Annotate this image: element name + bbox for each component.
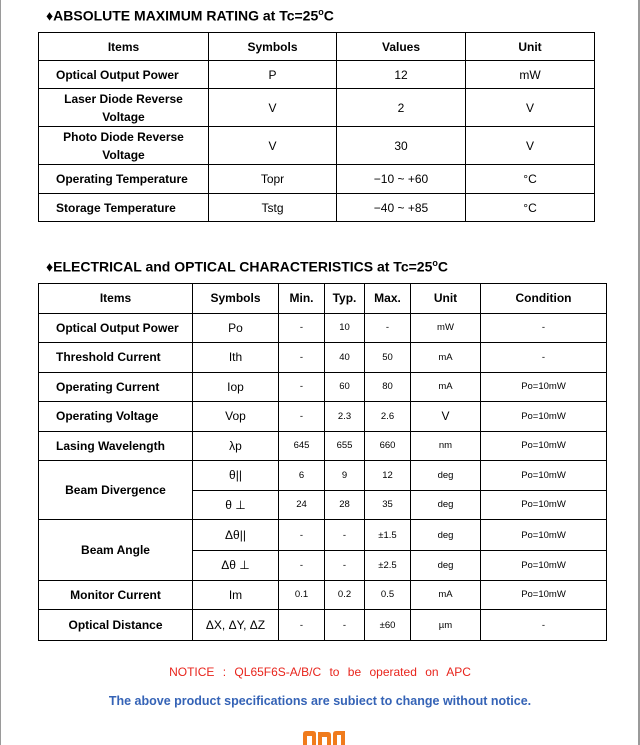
header-symbols: Symbols — [209, 33, 337, 61]
value-cell: −40 ~ +85 — [337, 194, 466, 222]
item-line: Voltage — [102, 147, 145, 162]
table-row — [39, 520, 607, 551]
min-cell: 645 — [279, 431, 325, 461]
min-cell: 6 — [279, 461, 325, 491]
max-cell: 12 — [365, 461, 411, 491]
table-row — [39, 61, 595, 89]
header-symbols: Symbols — [193, 284, 279, 314]
item-cell: Optical Output Power — [39, 313, 193, 343]
symbol-cell: Vop — [193, 402, 279, 432]
condition-cell: - — [481, 343, 607, 373]
item-cell: Optical Distance — [39, 610, 193, 641]
table-row — [39, 580, 607, 610]
typ-cell: 40 — [325, 343, 365, 373]
item-cell — [39, 127, 209, 165]
unit-cell: nm — [411, 431, 481, 461]
heading-text: ♦ABSOLUTE MAXIMUM RATING at Tc=25 — [46, 7, 319, 24]
max-cell: 0.5 — [365, 580, 411, 610]
header-max: Max. — [365, 284, 411, 314]
value-cell: 2 — [337, 89, 466, 127]
max-cell: 660 — [365, 431, 411, 461]
item-cell: Beam Divergence — [39, 461, 193, 520]
typ-cell: 2.3 — [325, 402, 365, 432]
table-row — [39, 461, 607, 491]
unit-cell: V — [466, 127, 595, 165]
table-row — [39, 165, 595, 194]
table-header-row — [39, 284, 607, 314]
value-cell: 12 — [337, 61, 466, 89]
company-logo — [302, 729, 346, 745]
absolute-max-rating-heading — [46, 7, 334, 24]
specification-disclaimer: The above product specifications are subiect to change without notice. — [108, 694, 532, 708]
item-cell: Lasing Wavelength — [39, 431, 193, 461]
max-cell: 80 — [365, 372, 411, 402]
typ-cell: 28 — [325, 490, 365, 520]
symbol-cell: Po — [193, 313, 279, 343]
typ-cell: - — [325, 520, 365, 551]
typ-cell: 0.2 — [325, 580, 365, 610]
unit-cell: deg — [411, 490, 481, 520]
typ-cell: 655 — [325, 431, 365, 461]
header-items: Items — [39, 33, 209, 61]
heading-unit: C — [323, 7, 334, 24]
max-cell: - — [365, 313, 411, 343]
symbol-cell: Tstg — [209, 194, 337, 222]
min-cell: - — [279, 551, 325, 581]
typ-cell: 60 — [325, 372, 365, 402]
electrical-optical-heading — [46, 258, 448, 275]
symbol-cell: λp — [193, 431, 279, 461]
symbol-cell: ΔX, ΔY, ΔZ — [193, 610, 279, 641]
max-cell: 2.6 — [365, 402, 411, 432]
unit-cell: mA — [411, 580, 481, 610]
condition-cell: Po=10mW — [481, 490, 607, 520]
table-row — [39, 610, 607, 641]
condition-cell: Po=10mW — [481, 461, 607, 491]
item-cell — [39, 89, 209, 127]
value-cell: −10 ~ +60 — [337, 165, 466, 194]
page-border-left — [0, 0, 1, 745]
item-line: Voltage — [102, 109, 145, 124]
unit-cell: V — [466, 89, 595, 127]
header-unit: Unit — [466, 33, 595, 61]
header-min: Min. — [279, 284, 325, 314]
unit-cell: mA — [411, 343, 481, 373]
value-cell: 30 — [337, 127, 466, 165]
heading-degree: o — [432, 258, 438, 268]
condition-cell: Po=10mW — [481, 580, 607, 610]
operation-notice: NOTICE : QL65F6S-A/B/C to be operated on APC — [169, 665, 471, 679]
unit-cell: °C — [466, 165, 595, 194]
table-row — [39, 194, 595, 222]
heading-unit: C — [437, 258, 448, 275]
item-cell: Monitor Current — [39, 580, 193, 610]
unit-cell: deg — [411, 461, 481, 491]
symbol-cell: Δθ ⊥ — [193, 551, 279, 581]
electrical-optical-table — [38, 283, 607, 641]
typ-cell: 10 — [325, 313, 365, 343]
item-cell: Storage Temperature — [39, 194, 209, 222]
unit-cell: µm — [411, 610, 481, 641]
unit-cell: deg — [411, 520, 481, 551]
symbol-cell: θ|| — [193, 461, 279, 491]
min-cell: - — [279, 402, 325, 432]
min-cell: - — [279, 372, 325, 402]
header-typ: Typ. — [325, 284, 365, 314]
item-cell: Operating Temperature — [39, 165, 209, 194]
unit-cell: deg — [411, 551, 481, 581]
max-cell: 35 — [365, 490, 411, 520]
symbol-cell: P — [209, 61, 337, 89]
symbol-cell: V — [209, 89, 337, 127]
max-cell: ±2.5 — [365, 551, 411, 581]
max-cell: ±60 — [365, 610, 411, 641]
typ-cell: - — [325, 551, 365, 581]
item-line: Laser Diode Reverse — [64, 91, 183, 106]
item-cell: Beam Angle — [39, 520, 193, 581]
item-cell: Optical Output Power — [39, 61, 209, 89]
symbol-cell: Ith — [193, 343, 279, 373]
typ-cell: - — [325, 610, 365, 641]
min-cell: - — [279, 313, 325, 343]
condition-cell: Po=10mW — [481, 372, 607, 402]
unit-cell: mW — [411, 313, 481, 343]
table-row — [39, 89, 595, 127]
symbol-cell: Δθ|| — [193, 520, 279, 551]
item-cell: Operating Current — [39, 372, 193, 402]
condition-cell: Po=10mW — [481, 431, 607, 461]
max-cell: 50 — [365, 343, 411, 373]
symbol-cell: V — [209, 127, 337, 165]
unit-cell: mW — [466, 61, 595, 89]
item-line: Photo Diode Reverse — [63, 129, 184, 144]
condition-cell: Po=10mW — [481, 402, 607, 432]
unit-cell: V — [411, 402, 481, 432]
condition-cell: Po=10mW — [481, 520, 607, 551]
table-row — [39, 402, 607, 432]
min-cell: 24 — [279, 490, 325, 520]
condition-cell: - — [481, 610, 607, 641]
symbol-cell: Topr — [209, 165, 337, 194]
symbol-cell: Im — [193, 580, 279, 610]
unit-cell: mA — [411, 372, 481, 402]
min-cell: - — [279, 610, 325, 641]
table-row — [39, 372, 607, 402]
table-header-row — [39, 33, 595, 61]
symbol-cell: Iop — [193, 372, 279, 402]
item-cell: Threshold Current — [39, 343, 193, 373]
header-values: Values — [337, 33, 466, 61]
absolute-max-rating-table — [38, 32, 595, 222]
max-cell: ±1.5 — [365, 520, 411, 551]
min-cell: - — [279, 343, 325, 373]
table-row — [39, 313, 607, 343]
min-cell: 0.1 — [279, 580, 325, 610]
table-row — [39, 431, 607, 461]
table-row — [39, 127, 595, 165]
header-condition: Condition — [481, 284, 607, 314]
header-unit: Unit — [411, 284, 481, 314]
min-cell: - — [279, 520, 325, 551]
condition-cell: - — [481, 313, 607, 343]
header-items: Items — [39, 284, 193, 314]
logo-icon — [302, 729, 346, 745]
item-cell: Operating Voltage — [39, 402, 193, 432]
heading-degree: o — [318, 7, 324, 17]
unit-cell: °C — [466, 194, 595, 222]
condition-cell: Po=10mW — [481, 551, 607, 581]
heading-text: ♦ELECTRICAL and OPTICAL CHARACTERISTICS at Tc=25 — [46, 258, 433, 275]
table-row — [39, 343, 607, 373]
typ-cell: 9 — [325, 461, 365, 491]
symbol-cell: θ ⊥ — [193, 490, 279, 520]
